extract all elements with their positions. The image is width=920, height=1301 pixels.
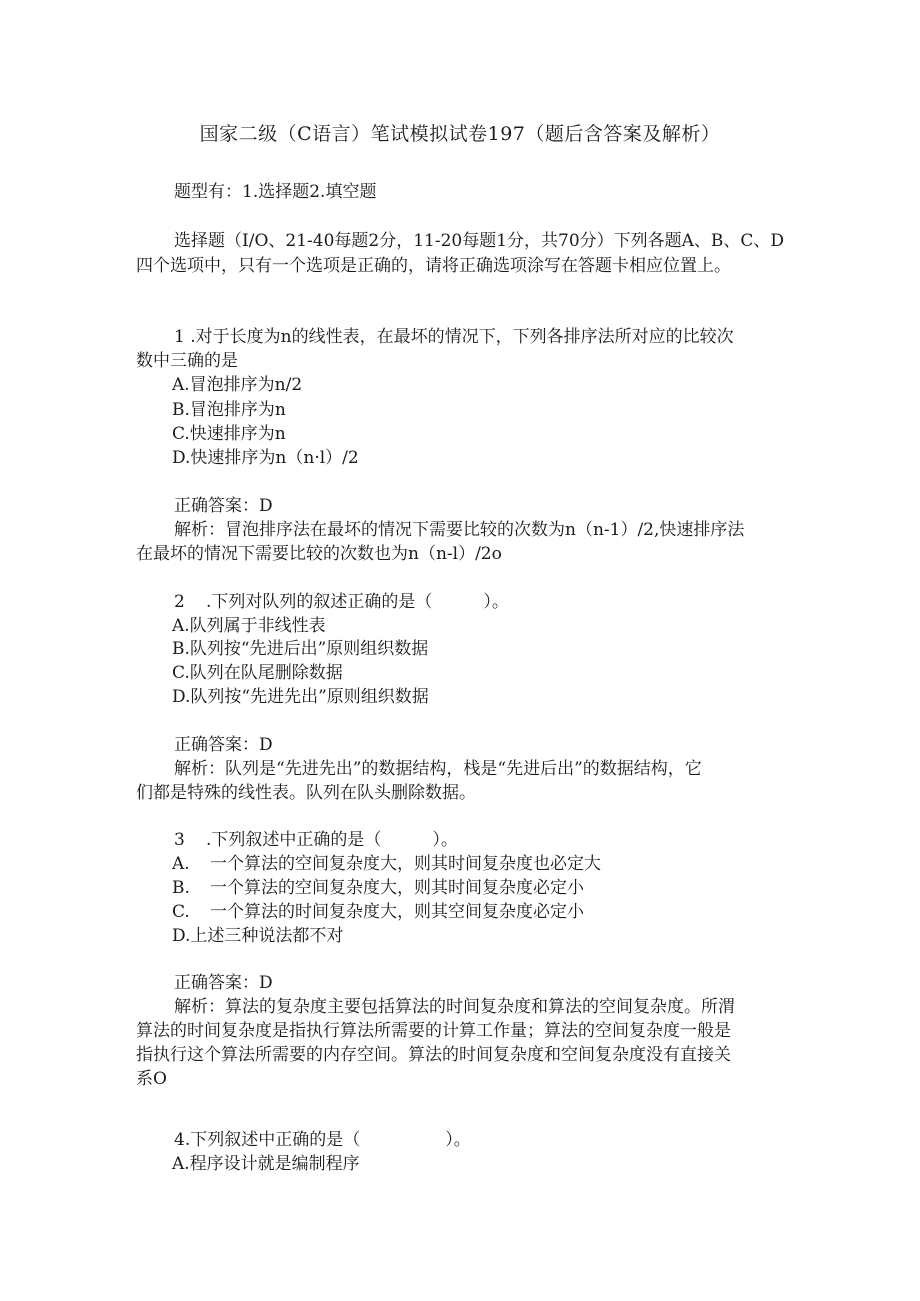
question-3-option-b-text: 一个算法的空间复杂度大，则其时间复杂度必定小 — [210, 878, 584, 898]
section-intro-line-2: 四个选项中，只有一个选项是正确的，请将正确选项涂写在答题卡相应位置上。 — [136, 256, 731, 276]
question-3-option-a — [172, 852, 601, 876]
question-3-option-b-label: B. — [172, 878, 190, 898]
question-3-stem — [174, 828, 458, 852]
question-3-option-c-text: 一个算法的时间复杂度大，则其空间复杂度必定小 — [210, 902, 584, 922]
question-2-analysis-line-1: 解析：队列是“先进先出”的数据结构，栈是“先进后出”的数据结构，它 — [174, 759, 702, 779]
question-4-option-a: A.程序设计就是编制程序 — [172, 1154, 360, 1174]
question-3-option-a-text: 一个算法的空间复杂度大，则其时间复杂度也必定大 — [210, 854, 601, 874]
question-1-analysis-line-1: 解析：冒泡排序法在最坏的情况下需要比较的次数为n（n-1）/2,快速排序法 — [174, 520, 745, 540]
document-title: 国家二级（C语言）笔试模拟试卷197（题后含答案及解析） — [199, 123, 721, 145]
question-3-answer: 正确答案：D — [174, 973, 273, 993]
question-3-analysis-line-4: 系O — [136, 1069, 167, 1089]
question-3-option-c-label: C. — [172, 902, 190, 922]
question-2-answer: 正确答案：D — [174, 735, 273, 755]
question-3-analysis-line-2: 算法的时间复杂度是指执行算法所需要的计算工作量；算法的空间复杂度一般是 — [136, 1021, 731, 1041]
question-3-option-a-label: A. — [172, 854, 190, 874]
question-2-analysis-line-2: 们都是特殊的线性表。队列在队头删除数据。 — [136, 783, 476, 803]
question-1-analysis-line-2: 在最坏的情况下需要比较的次数也为n（n-l）/2o — [136, 544, 502, 564]
question-3-stem-text: .下列叙述中正确的是（ ）。 — [206, 830, 458, 850]
question-3-option-c — [172, 900, 584, 924]
question-2-number: 2 — [174, 592, 185, 612]
question-3-option-b — [172, 876, 584, 900]
question-3-analysis-line-1: 解析：算法的复杂度主要包括算法的时间复杂度和算法的空间复杂度。所渭 — [174, 997, 735, 1017]
question-3-analysis-line-3: 指执行这个算法所需要的内存空间。算法的时间复杂度和空间复杂度没有直接关 — [136, 1045, 731, 1065]
question-2-option-a: A.队列属于非线性表 — [172, 616, 326, 636]
question-1-answer: 正确答案：D — [174, 496, 273, 516]
section-intro-line-1: 选择题（I/O、21-40每题2分，11-20每题1分，共70分）下列各题A、B、C、D — [174, 231, 785, 251]
question-1-option-a: A.冒泡排序为n/2 — [172, 375, 303, 395]
question-2-option-d: D.队列按“先进先出”原则组织数据 — [172, 687, 429, 707]
question-1-stem-line-1: 1 .对于长度为n的线性表，在最坏的情况下，下列各排序法所对应的比较次 — [174, 327, 734, 347]
question-1-stem-line-2: 数中三确的是 — [136, 351, 238, 371]
question-1-option-c: C.快速排序为n — [172, 424, 286, 444]
question-1-option-d: D.快速排序为n（n·l）/2 — [172, 448, 359, 468]
question-2-stem-text: .下列对队列的叙述正确的是（ ）。 — [206, 592, 509, 612]
question-2-option-c: C.队列在队尾删除数据 — [172, 663, 343, 683]
question-2-stem — [174, 590, 509, 614]
question-4-stem: 4.下列叙述中正确的是（ ）。 — [174, 1130, 471, 1150]
question-3-number: 3 — [174, 830, 185, 850]
question-2-option-b: B.队列按“先进后出”原则组织数据 — [172, 639, 429, 659]
question-1-option-b: B.冒泡排序为n — [172, 400, 286, 420]
question-3-option-d: D.上述三种说法都不对 — [172, 926, 344, 946]
question-types-line: 题型有：1.选择题2.填空题 — [174, 182, 377, 202]
